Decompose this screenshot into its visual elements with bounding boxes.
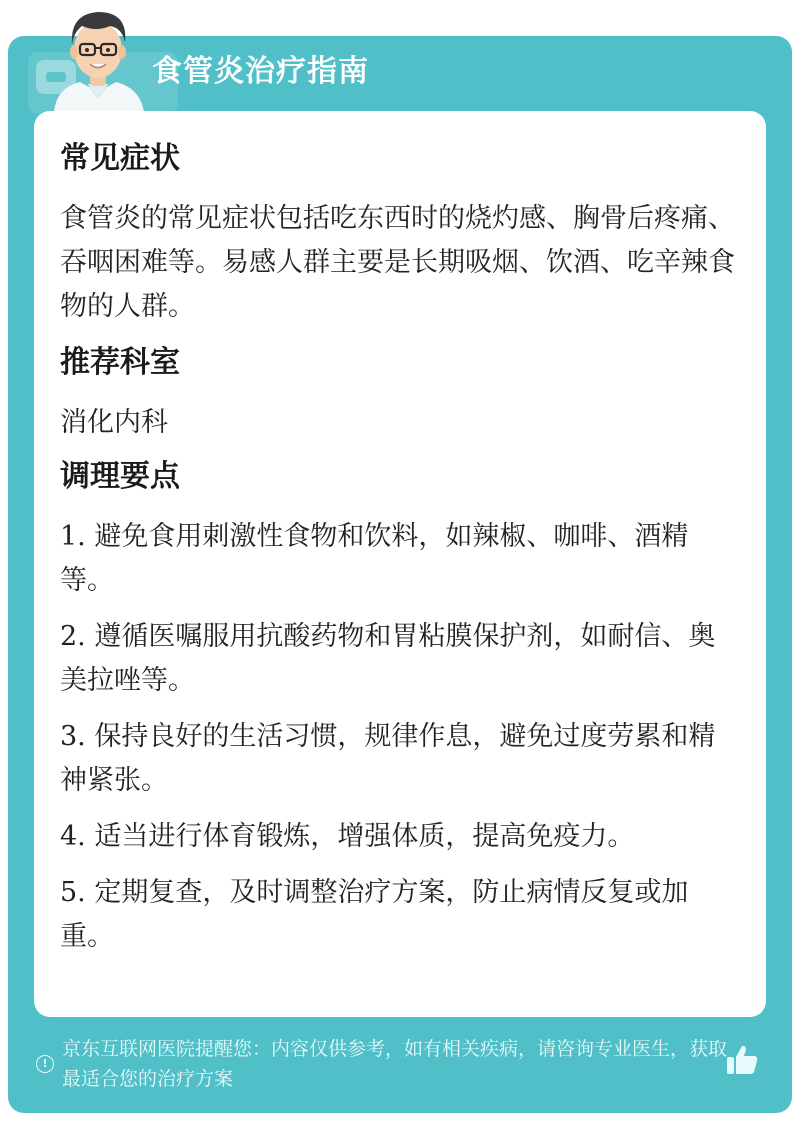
info-icon: ! [36, 1055, 54, 1073]
list-item: 5. 定期复查，及时调整治疗方案，防止病情反复或加重。 [60, 877, 689, 952]
disclaimer-text: 京东互联网医院提醒您：内容仅供参考，如有相关疾病，请咨询专业医生，获取最适合您的治疗方案 [62, 1038, 728, 1090]
care-tips-heading: 调理要点 [60, 459, 180, 494]
disclaimer-footer [36, 1034, 766, 1098]
page-title: 食管炎治疗指南 [152, 54, 369, 89]
care-tips-list [60, 515, 740, 959]
symptoms-text: 食管炎的常见症状包括吃东西时的烧灼感、胸骨后疼痛、吞咽困难等。易感人群主要是长期吸烟、饮酒、吃辛辣食物的人群。 [60, 203, 735, 322]
thumbs-up-icon[interactable] [724, 1042, 760, 1078]
list-item: 4. 适当进行体育锻炼，增强体质，提高免疫力。 [60, 821, 635, 852]
doctor-avatar [46, 0, 150, 112]
list-item: 3. 保持良好的生活习惯，规律作息，避免过度劳累和精神紧张。 [60, 721, 716, 796]
content-card [34, 111, 766, 1017]
symptoms-heading: 常见症状 [60, 141, 180, 176]
list-item: 1. 避免食用刺激性食物和饮料，如辣椒、咖啡、酒精等。 [60, 521, 689, 596]
department-heading: 推荐科室 [60, 345, 180, 380]
list-item: 2. 遵循医嘱服用抗酸药物和胃粘膜保护剂，如耐信、奥美拉唑等。 [60, 621, 716, 696]
department-text: 消化内科 [60, 407, 168, 438]
